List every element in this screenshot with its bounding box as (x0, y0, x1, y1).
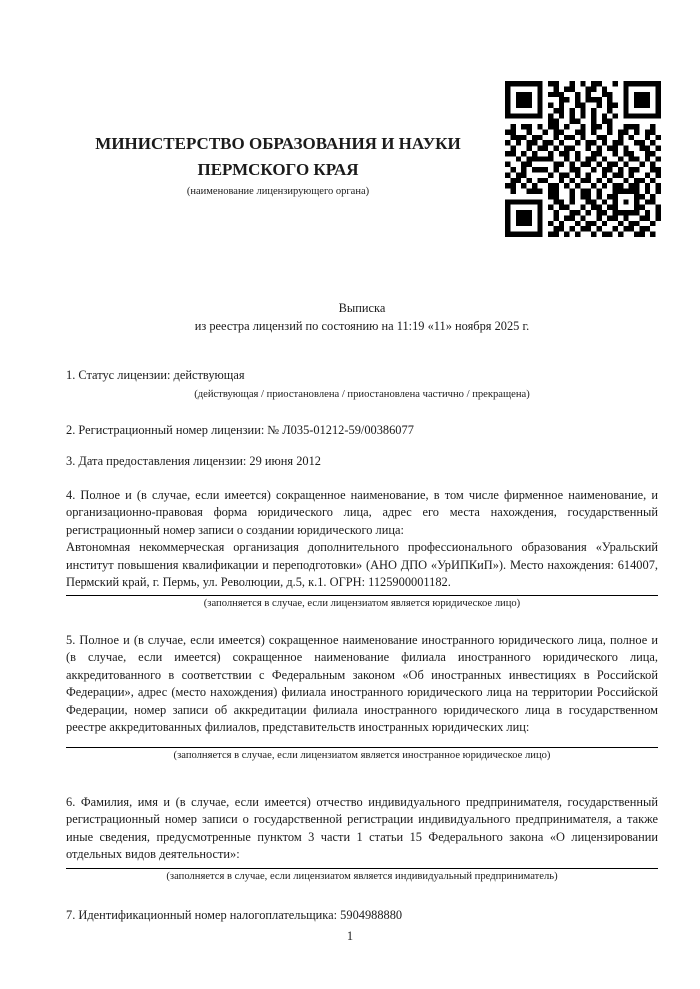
legal-entity-value: Автономная некоммерческая организация дополнительного профессионального образования «Уральский институт повышения квалификации и переподготовки» (АНО ДПО «УрИПКиП»). Место нахождения: 614007, Пермский край, г. Пермь, ул. Революции, д.5, к.1. ОГРН: 1125900001182. (66, 540, 658, 589)
registration-number-line: 2. Регистрационный номер лицензии: № Л035-01212-59/00386077 (66, 422, 414, 437)
document-title (66, 300, 658, 335)
page-number: 1 (346, 929, 354, 943)
license-grant-date-line: 3. Дата предоставления лицензии: 29 июня 2012 (66, 454, 322, 468)
fill-in-line (66, 868, 658, 869)
ministry-name-line1: МИНИСТЕРСТВО ОБРАЗОВАНИЯ И НАУКИ (95, 134, 461, 153)
document-title-line1: Выписка (338, 301, 386, 315)
individual-entrepreneur-caption: (заполняется в случае, если лицензиатом является индивидуальный предприниматель) (166, 870, 558, 882)
fill-in-line (66, 747, 658, 748)
foreign-entity-caption: (заполняется в случае, если лицензиатом является иностранное юридическое лицо) (173, 749, 551, 761)
license-status-options-caption: (действующая / приостановлена / приостановлена частично / прекращена) (194, 388, 530, 400)
document-body (66, 300, 658, 924)
ministry-name-line2: ПЕРМСКОГО КРАЯ (197, 160, 359, 179)
ministry-name (66, 131, 490, 183)
license-status-line: 1. Статус лицензии: действующая (66, 368, 245, 382)
foreign-entity-clause: 5. Полное и (в случае, если имеется) сокращенное наименование иностранного юридического лица, полное и (в случае, если имеется) сокращенное наименование филиала иностранного юридического лица, аккредитованного в соответствии с Федеральным законом «Об иностранных инвестициях в Российской Федерации», адрес (место нахождения) филиала иностранного юридического лица на территории Российской Федерации, номер записи об аккредитации филиала иностранного юридического лица в государственном реестре аккредитованных филиалов, представительств иностранных юридических лиц: (66, 632, 658, 734)
legal-entity-caption: (заполняется в случае, если лицензиатом является юридическое лицо) (203, 597, 521, 609)
individual-entrepreneur-clause: 6. Фамилия, имя и (в случае, если имеется) отчество индивидуального предпринимателя, государственный регистрационный номер записи о государственной регистрации индивидуального предпринимателя, а также иные сведения, предусмотренные пунктом 3 части 1 статьи 15 Федерального закона «О лицензировании отдельных видов деятельности»: (66, 794, 658, 861)
taxpayer-id-line: 7. Идентификационный номер налогоплательщика: 5904988880 (66, 907, 403, 922)
fill-in-line (66, 595, 658, 596)
ministry-subtitle: (наименование лицензирующего органа) (186, 186, 370, 197)
document-title-line2: из реестра лицензий по состоянию на 11:19 «11» ноября 2025 г. (194, 318, 530, 333)
qr-code (505, 81, 661, 237)
legal-entity-clause: 4. Полное и (в случае, если имеется) сокращенное наименование, в том числе фирменное наименование, и организационно-правовая форма юридического лица, адрес его места нахождения, государственный регистрационный номер записи о создании юридического лица: (66, 487, 658, 537)
